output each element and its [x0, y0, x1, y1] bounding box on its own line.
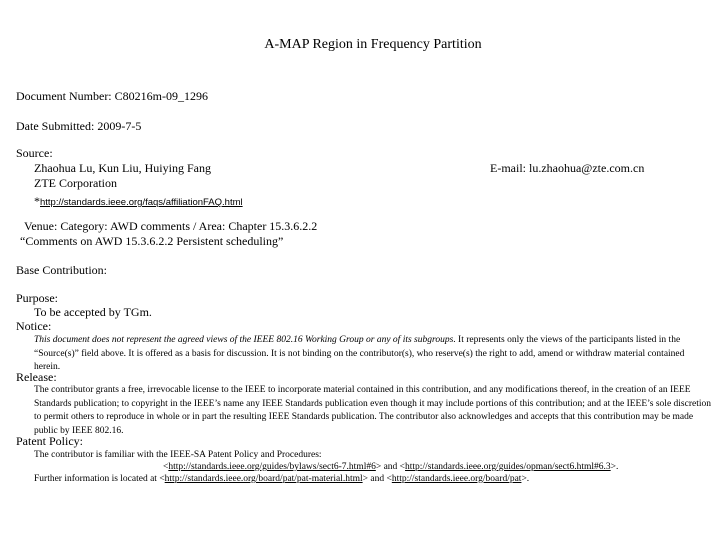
patent-policy-line1: The contributor is familiar with the IEEE-SA Patent Policy and Procedures: — [34, 450, 322, 460]
purpose-text: To be accepted by TGm. — [34, 305, 152, 319]
page-title: A-MAP Region in Frequency Partition — [264, 37, 482, 52]
end-2: >. — [521, 474, 530, 484]
venue-line2: “Comments on AWD 15.3.6.2.2 Persistent scheduling” — [20, 234, 284, 248]
date-submitted: Date Submitted: 2009-7-5 — [16, 119, 142, 133]
opman-link[interactable]: http://standards.ieee.org/guides/opman/sect6.html#6.3 — [405, 462, 611, 472]
and-2: > and < — [362, 474, 392, 484]
source-email: E-mail: lu.zhaohua@zte.com.cn — [490, 161, 645, 175]
release-text: The contributor grants a free, irrevocable license to the IEEE to incorporate material contained in this contribution, and any modifications thereof, in the creation of an IEEE Standards publication; to copyright in the IEEE’s name any IEEE Standards publication even though it may include portions of this contribution; and at the IEEE’s sole discretion to permit others to reproduce in whole or in part the resulting IEEE Standards publication. The contributor also acknowledges and accepts that this contribution may be made public by IEEE 802.16. — [34, 385, 711, 436]
release-label: Release: — [16, 370, 57, 384]
source-authors: Zhaohua Lu, Kun Liu, Huiying Fang — [34, 161, 211, 175]
notice-text — [34, 334, 706, 375]
notice-italic: This document does not represent the agreed views of the IEEE 802.16 Working Group or any of its subgroups — [34, 335, 454, 345]
lt-1: < — [163, 462, 169, 472]
patent-policy-line3 — [34, 473, 529, 487]
purpose-label: Purpose: — [16, 291, 58, 305]
patent-policy-label: Patent Policy: — [16, 434, 83, 448]
affiliation-link[interactable]: http://standards.ieee.org/faqs/affiliationFAQ.html — [40, 197, 243, 208]
affiliation-line — [34, 192, 243, 210]
source-organization: ZTE Corporation — [34, 176, 117, 190]
further-prefix: Further information is located at < — [34, 474, 165, 484]
source-label: Source: — [16, 146, 53, 160]
and-1: > and < — [375, 462, 406, 472]
base-contribution-label: Base Contribution: — [16, 263, 107, 277]
document-number: Document Number: C80216m-09_1296 — [16, 89, 208, 103]
bylaws-link[interactable]: http://standards.ieee.org/guides/bylaws/sect6-7.html#6 — [168, 462, 376, 472]
affiliation-prefix: * — [34, 194, 40, 208]
pat-material-link[interactable]: http://standards.ieee.org/board/pat/pat-material.html — [164, 474, 363, 484]
notice-label: Notice: — [16, 319, 52, 333]
notice-body: . It represents only the views of the participants listed in the “Source(s)” field above. It is offered as a basis for discussion. It is not binding on the contributor(s), who reserve(s) the right to add, amend or withdraw material contained herein. — [34, 335, 685, 372]
end-1: >. — [610, 462, 619, 472]
venue-line1: Venue: Category: AWD comments / Area: Chapter 15.3.6.2.2 — [24, 219, 318, 233]
pat-link[interactable]: http://standards.ieee.org/board/pat — [391, 474, 522, 484]
